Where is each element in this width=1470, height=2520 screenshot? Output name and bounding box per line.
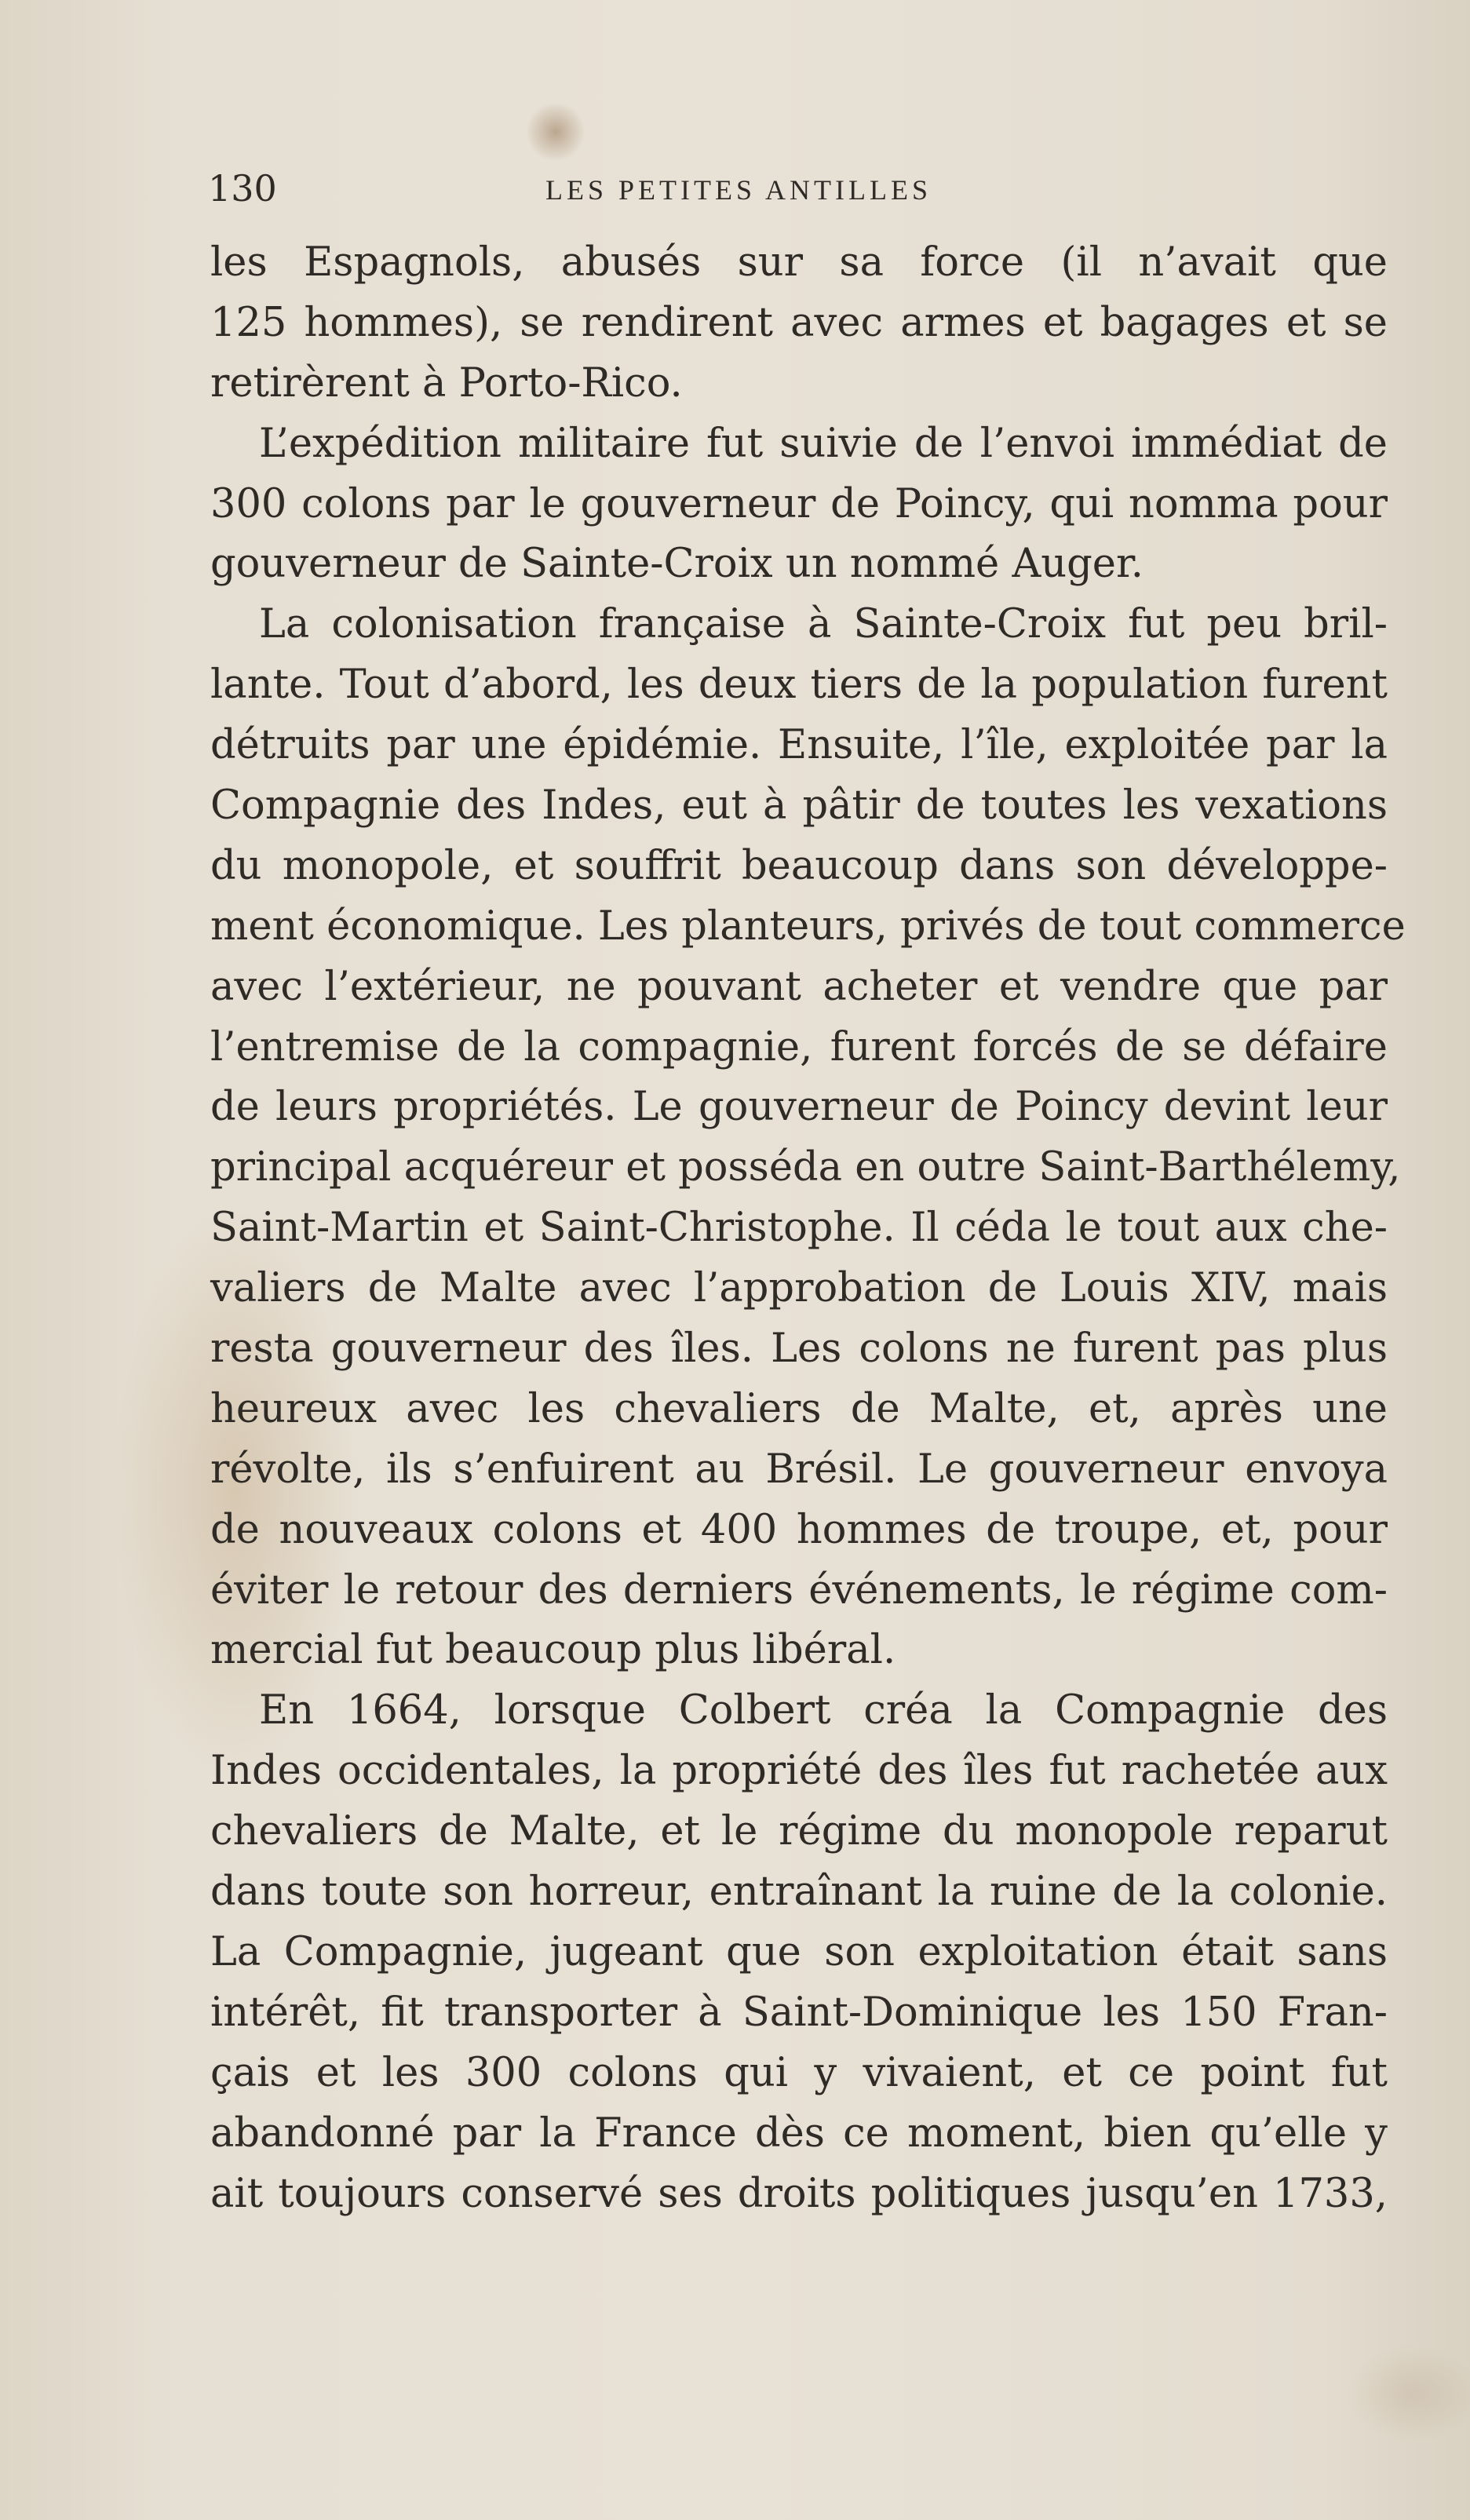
text-line: Indes occidentales, la propriété des îles fut rachetée aux (210, 1748, 1388, 1795)
text-line: 125 hommes), se rendirent avec armes et bagages et se (210, 299, 1388, 346)
text-line: valiers de Malte avec l’approbation de Louis XIV, mais (210, 1265, 1388, 1312)
page-number: 130 (208, 167, 277, 210)
text-line: La colonisation française à Sainte-Croix fut peu bril- (259, 601, 1388, 648)
text-line: gouverneur de Sainte-Croix un nommé Auger. (210, 541, 1144, 588)
text-line: En 1664, lorsque Colbert créa la Compagnie des (259, 1687, 1388, 1734)
ink-stain (527, 100, 584, 163)
text-line: mercial fut beaucoup plus libéral. (210, 1627, 896, 1674)
text-line: La Compagnie, jugeant que son exploitation était sans (210, 1928, 1388, 1975)
text-line: révolte, ils s’enfuirent au Brésil. Le gouverneur envoya (210, 1446, 1388, 1493)
text-line: intérêt, fit transporter à Saint-Dominique les 150 Fran- (210, 1989, 1388, 2036)
text-line: principal acquéreur et posséda en outre Saint-Barthélemy, (210, 1144, 1401, 1191)
text-line: L’expédition militaire fut suivie de l’envoi immédiat de (259, 420, 1388, 467)
text-line: de leurs propriétés. Le gouverneur de Poincy devint leur (210, 1084, 1388, 1131)
text-line: 300 colons par le gouverneur de Poincy, qui nomma pour (210, 480, 1388, 527)
text-line: détruits par une épidémie. Ensuite, l’île, exploitée par la (210, 722, 1388, 769)
text-line: lante. Tout d’abord, les deux tiers de la population furent (210, 662, 1388, 709)
text-line: ait toujours conservé ses droits politiques jusqu’en 1733, (210, 2170, 1388, 2217)
body-text (210, 233, 1406, 2224)
text-line: Compagnie des Indes, eut à pâtir de toutes les vexations (210, 782, 1388, 830)
text-line: avec l’extérieur, ne pouvant acheter et vendre que par (210, 963, 1388, 1010)
text-line: abandonné par la France dès ce moment, bien qu’elle y (210, 2110, 1388, 2157)
text-line: Saint-Martin et Saint-Christophe. Il céda le tout aux che- (210, 1205, 1388, 1252)
text-line: dans toute son horreur, entraînant la ruine de la colonie. (210, 1869, 1388, 1916)
running-title: LES PETITES ANTILLES (545, 174, 932, 206)
text-line: çais et les 300 colons qui y vivaient, et ce point fut (210, 2049, 1388, 2096)
text-line: resta gouverneur des îles. Les colons ne furent pas plus (210, 1326, 1388, 1373)
text-line: éviter le retour des derniers événements, le régime com- (210, 1566, 1388, 1614)
text-line: chevaliers de Malte, et le régime du monopole reparut (210, 1808, 1388, 1855)
page-header (208, 165, 1393, 212)
text-line: ment économique. Les planteurs, privés de tout commerce (210, 903, 1406, 950)
text-line: de nouveaux colons et 400 hommes de troupe, et, pour (210, 1506, 1388, 1553)
text-line: l’entremise de la compagnie, furent forcés de se défaire (210, 1023, 1388, 1070)
text-line: les Espagnols, abusés sur sa force (il n’avait que (210, 239, 1388, 286)
text-line: du monopole, et souffrit beaucoup dans son développe- (210, 842, 1388, 889)
text-line: heureux avec les chevaliers de Malte, et, après une (210, 1385, 1388, 1432)
text-line: retirèrent à Porto-Rico. (210, 359, 683, 407)
